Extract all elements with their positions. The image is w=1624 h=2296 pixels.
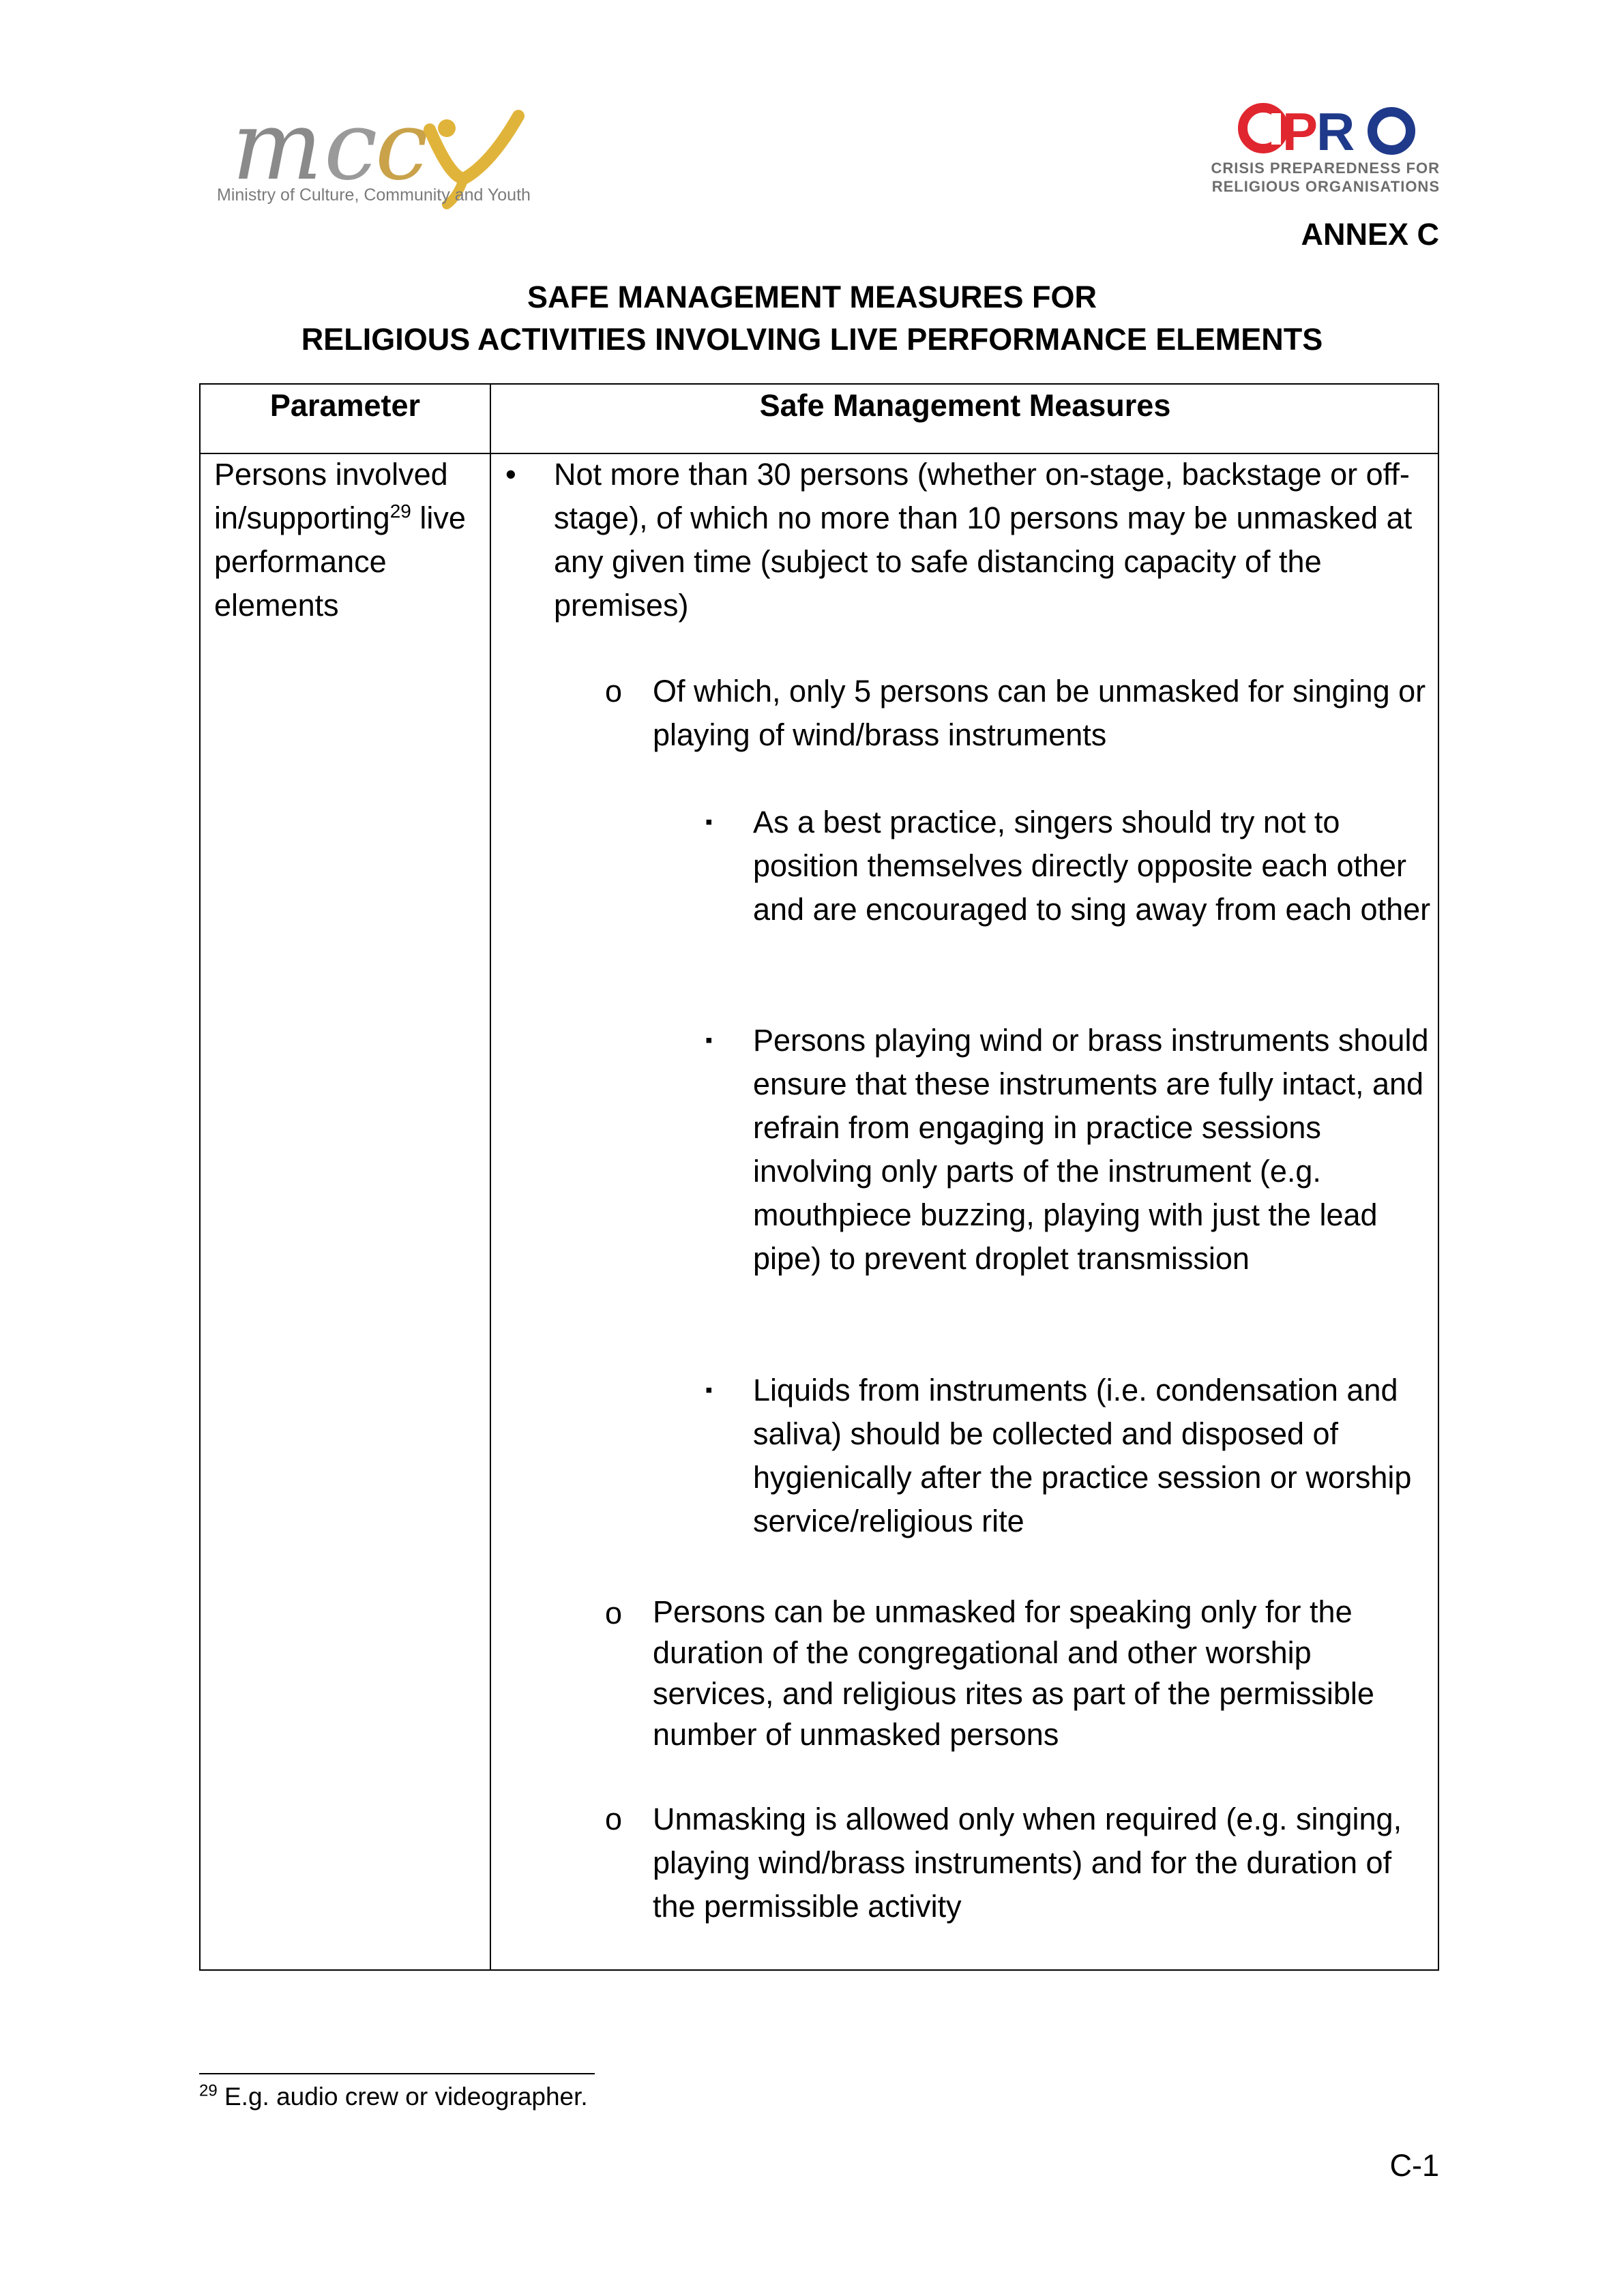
svg-text:c: c xyxy=(324,102,372,202)
bullet-circle: o xyxy=(605,674,623,709)
column-divider xyxy=(490,385,491,1969)
measure-text: Not more than 30 persons (whether on-stage, backstage or off-stage), of which no more than 10 persons may be unmasked at any given time (subject to safe distancing capacity of the premises) xyxy=(554,457,1413,623)
svg-text:P: P xyxy=(1282,102,1318,162)
svg-text:m: m xyxy=(232,102,317,202)
bullet-square: ▪ xyxy=(705,1029,713,1052)
footnote-separator xyxy=(199,2073,595,2074)
svg-text:c: c xyxy=(375,102,424,202)
parameter-cell xyxy=(214,453,480,627)
footnote xyxy=(199,2083,588,2111)
document-title-line-1: SAFE MANAGEMENT MEASURES FOR xyxy=(527,280,1097,314)
cpro-tagline-1: CRISIS PREPAREDNESS FOR xyxy=(1211,160,1440,177)
parameter-text-cont: live performance elements xyxy=(214,501,466,623)
sub-item-text: Of which, only 5 persons can be unmasked for singing or playing of wind/brass instruments xyxy=(653,674,1426,752)
bullet-square: ▪ xyxy=(705,811,713,833)
footnote-number: 29 xyxy=(199,2081,218,2100)
bullet-dot: • xyxy=(505,457,516,492)
svg-text:R: R xyxy=(1316,102,1355,162)
header-measures: Safe Management Measures xyxy=(759,388,1171,423)
sub-sub-item-text: As a best practice, singers should try not to position themselves directly opposite each other and are encouraged to sing away from each other xyxy=(753,805,1431,927)
measures-table xyxy=(199,383,1439,1971)
bullet-circle: o xyxy=(605,1802,623,1836)
page-number: C-1 xyxy=(1389,2148,1439,2183)
header-parameter: Parameter xyxy=(269,388,421,423)
sub-item-text: Persons can be unmasked for speaking only for the duration of the congregational and other worship services, and religious rites as part of the permissible number of unmasked persons xyxy=(653,1594,1374,1752)
sub-item-text: Unmasking is allowed only when required (e.g. singing, playing wind/brass instruments) and for the duration of the permissible activity xyxy=(653,1802,1402,1924)
document-title-line-2: RELIGIOUS ACTIVITIES INVOLVING LIVE PERFORMANCE ELEMENTS xyxy=(301,322,1323,357)
parameter-text: Persons involved in/supporting xyxy=(214,457,448,535)
mccy-caption: Ministry of Culture, Community and Youth xyxy=(217,185,531,205)
annex-label: ANNEX C xyxy=(1301,217,1439,252)
footnote-text: E.g. audio crew or videographer. xyxy=(217,2083,588,2111)
bullet-square: ▪ xyxy=(705,1379,713,1401)
sub-sub-item-text: Persons playing wind or brass instruments should ensure that these instruments are fully intact, and refrain from engaging in practice sessions involving only parts of the instrument (e.g. mouthpiece buzzing, playing with just the lead pipe) to prevent droplet transmission xyxy=(753,1023,1429,1276)
bullet-circle: o xyxy=(605,1596,623,1630)
sub-sub-item-text: Liquids from instruments (i.e. condensation and saliva) should be collected and disposed of hygienically after the practice session or worship service/religious rite xyxy=(753,1373,1412,1538)
cpro-tagline-2: RELIGIOUS ORGANISATIONS xyxy=(1211,178,1440,195)
footnote-ref: 29 xyxy=(389,501,411,522)
